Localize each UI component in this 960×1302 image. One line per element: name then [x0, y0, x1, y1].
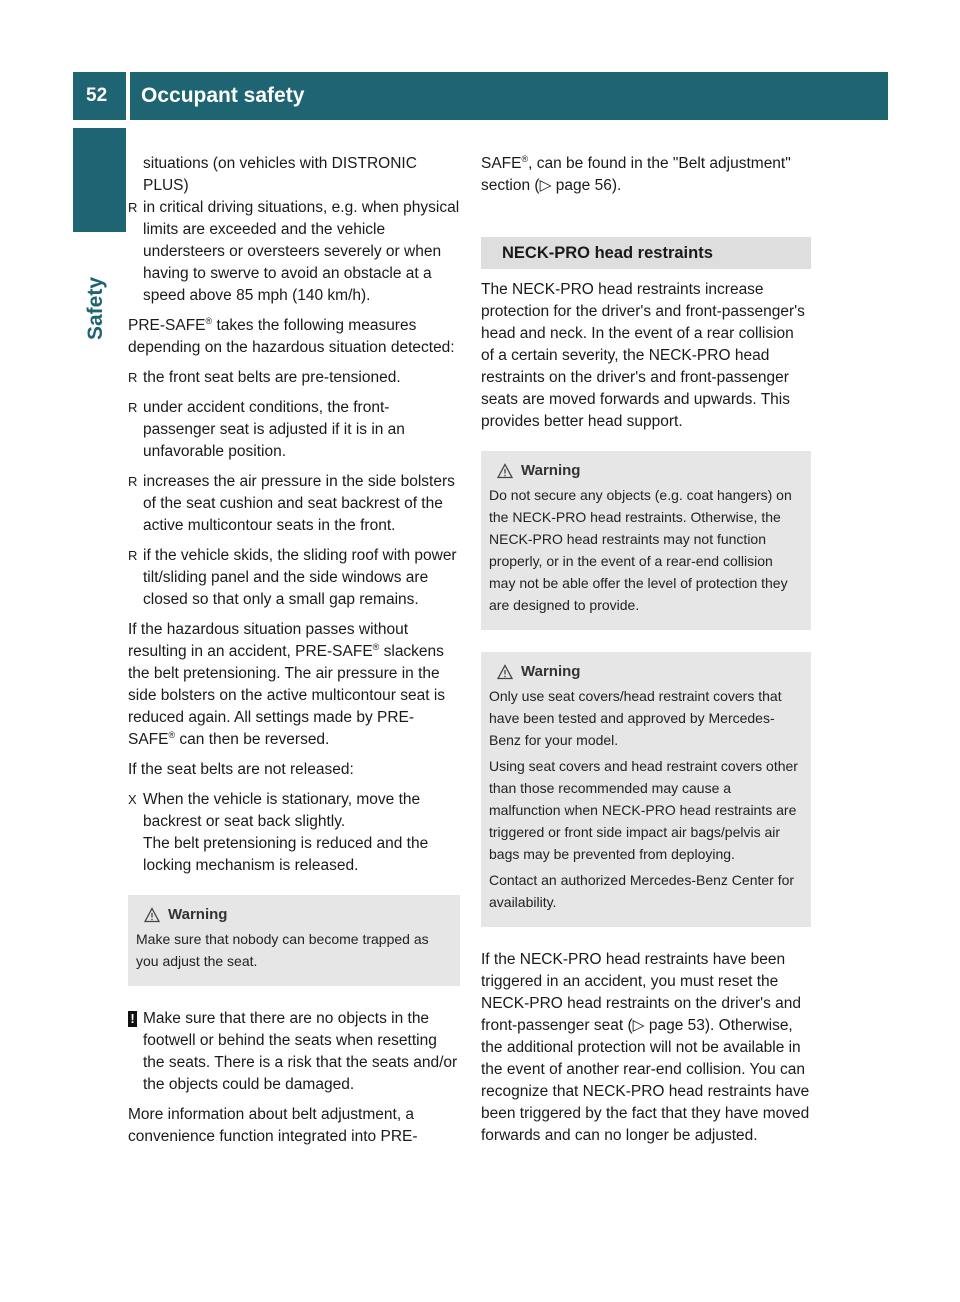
side-tab-block	[73, 128, 126, 232]
passes-text-b: slackens the belt pretensioning. The air pressure in the side bolsters on the active multicontour seat is reduced again. All settings made by PRE-SAFE	[128, 643, 446, 748]
list-item	[128, 197, 460, 307]
passes-text-c: can then be reversed.	[175, 731, 330, 748]
step-mark: X	[128, 792, 137, 807]
list-item-text: if the vehicle skids, the sliding roof with power tilt/sliding panel and the side windows are closed so that only a small gap remains.	[143, 547, 457, 608]
warning-icon	[497, 463, 513, 479]
registered-mark: ®	[205, 315, 213, 326]
continued-line-2: PLUS)	[143, 177, 189, 194]
note-item	[128, 1008, 460, 1096]
continued-text-a: SAFE	[481, 155, 522, 172]
warning-text: Make sure that nobody can become trapped as you adjust the seat.	[136, 931, 429, 969]
list-item-text: in critical driving situations, e.g. when physical limits are exceeded and the vehicle understeers or oversteers severely or when having to swerve to avoid an obstacle at a speed above 85 mph (140 km/h).	[143, 199, 460, 304]
warning-header	[497, 661, 803, 683]
list-item-text: under accident conditions, the front-passenger seat is adjusted if it is in an unfavorable position.	[143, 399, 405, 460]
list-item	[128, 545, 460, 611]
list-item	[128, 397, 460, 463]
measures-intro	[128, 315, 460, 359]
warning-text: Only use seat covers/head restraint covers that have been tested and approved by Mercedes-Benz for your model.	[489, 688, 782, 748]
bullet-mark: R	[128, 474, 138, 489]
note-text: Make sure that there are no objects in the footwell or behind the seats when resetting the seats. There is a risk that the seats and/or the objects could be damaged.	[143, 1010, 458, 1093]
continued-text	[128, 153, 460, 197]
list-item	[128, 471, 460, 537]
warning-icon	[144, 907, 160, 923]
warning-text: Using seat covers and head restraint covers other than those recommended may cause a malfunction when NECK-PRO head restraints are triggered or front side impact air bags/pelvis air bags may be prevented from deploying.	[489, 758, 798, 862]
bullet-mark: R	[128, 548, 138, 563]
intro-text: takes the following measures depending on the hazardous situation detected:	[128, 317, 455, 356]
warning-icon	[497, 664, 513, 680]
passes-text-a: If the hazardous situation passes without resulting in an accident, PRE-SAFE	[128, 621, 409, 660]
triggered-paragraph: If the NECK-PRO head restraints have been triggered in an accident, you must reset the NECK-PRO head restraints on the driver's and front-passenger seat (▷ page 53). Otherwise, the additional protection will not be available in the event of another rear-end collision. You can recognize that NECK-PRO head restraints have been triggered by the fact that they have moved forwards and can no longer be adjusted.	[481, 951, 810, 1144]
exclamation-icon: !	[128, 1011, 137, 1027]
list-item-text: the front seat belts are pre-tensioned.	[143, 369, 401, 386]
left-column	[128, 153, 460, 1156]
brand-text: PRE-SAFE	[128, 317, 206, 334]
step-item	[128, 789, 460, 877]
warning-box	[481, 652, 811, 927]
continued-paragraph	[481, 153, 811, 197]
continued-line-1: situations (on vehicles with DISTRONIC	[143, 155, 417, 172]
bullet-mark: R	[128, 400, 138, 415]
header-divider	[126, 72, 130, 120]
warning-box	[481, 451, 811, 630]
more-info-paragraph: More information about belt adjustment, a convenience function integrated into PRE-	[128, 1106, 418, 1145]
page-title: Occupant safety	[141, 84, 305, 107]
continued-text-b: , can be found in the "Belt adjustment" section (▷ page 56).	[481, 155, 791, 194]
right-column	[481, 153, 811, 1155]
step-text: When the vehicle is stationary, move the backrest or seat back slightly.	[143, 791, 421, 830]
list-item	[128, 367, 460, 389]
passes-paragraph	[128, 619, 460, 751]
list-item-text: increases the air pressure in the side bolsters of the seat cushion and seat backrest of the active multicontour seats in the front.	[143, 473, 455, 534]
bullet-mark: R	[128, 200, 138, 215]
section-heading: NECK-PRO head restraints	[481, 237, 811, 269]
warning-header	[497, 460, 803, 482]
not-released-paragraph: If the seat belts are not released:	[128, 761, 354, 778]
page-number: 52	[86, 85, 108, 106]
warning-text: Do not secure any objects (e.g. coat hangers) on the NECK-PRO head restraints. Otherwise, the NECK-PRO head restraints may not function properly, or in the event of a rear-end collision may not be able offer the level of protection they are designed to provide.	[489, 487, 792, 613]
registered-mark: ®	[521, 153, 529, 164]
registered-mark: ®	[168, 729, 176, 740]
registered-mark: ®	[372, 641, 380, 652]
warning-title: Warning	[521, 663, 581, 680]
warning-header	[144, 904, 452, 926]
warning-text: Contact an authorized Mercedes-Benz Center for availability.	[489, 872, 795, 910]
warning-title: Warning	[168, 906, 228, 923]
warning-box	[128, 895, 460, 986]
side-section-label: Safety	[84, 276, 107, 340]
step-result: The belt pretensioning is reduced and the locking mechanism is released.	[143, 835, 429, 874]
intro-paragraph: The NECK-PRO head restraints increase protection for the driver's and front-passenger's head and neck. In the event of a rear collision of a certain severity, the NECK-PRO head restraints on the driver's and front-passenger seats are moved forwards and upwards. This provides better head support.	[481, 281, 805, 430]
bullet-mark: R	[128, 370, 138, 385]
warning-title: Warning	[521, 462, 581, 479]
